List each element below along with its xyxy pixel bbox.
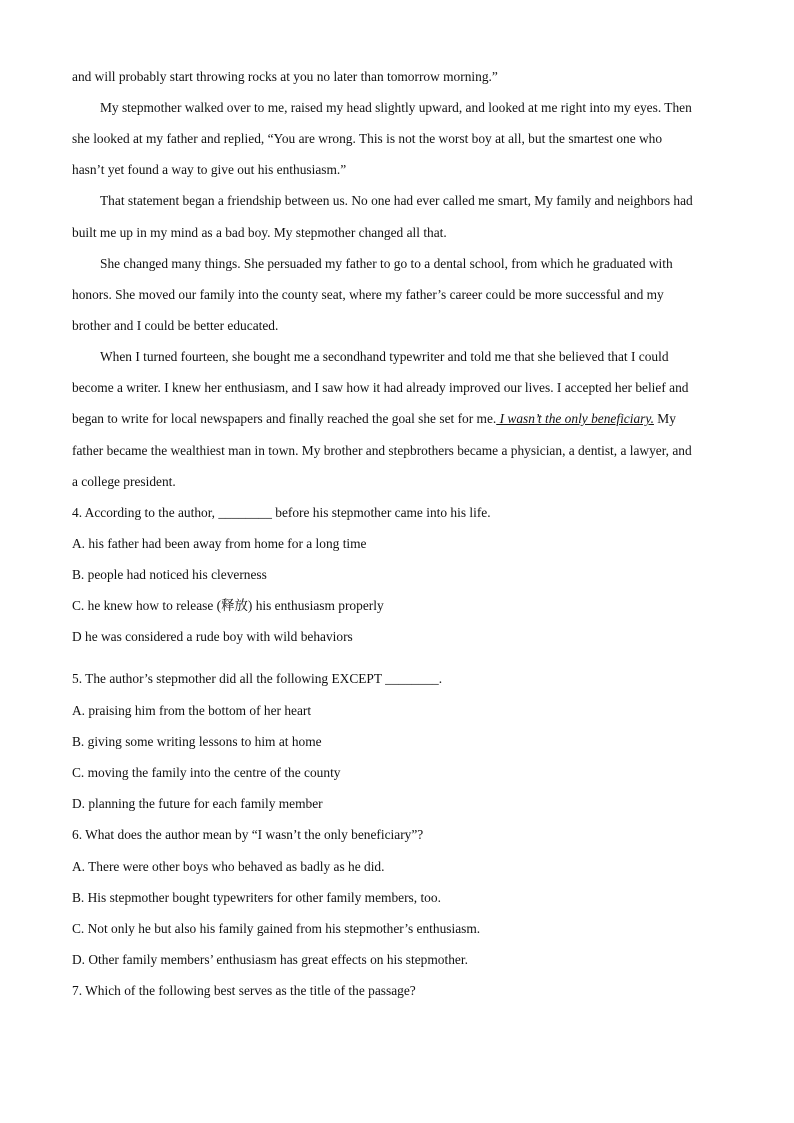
answer-option: D. Other family members’ enthusiasm has great effects on his stepmother.	[72, 952, 468, 967]
passage-line: She changed many things. She persuaded my father to go to a dental school, from which he graduated with	[100, 256, 673, 271]
answer-option: A. There were other boys who behaved as badly as he did.	[72, 859, 385, 874]
answer-option: B. giving some writing lessons to him at home	[72, 734, 322, 749]
passage-line: honors. She moved our family into the county seat, where my father’s career could be more successful and my	[72, 287, 664, 302]
answer-option: C. Not only he but also his family gained from his stepmother’s enthusiasm.	[72, 921, 481, 936]
question-stem: 4. According to the author, ________ before his stepmother came into his life.	[72, 505, 491, 520]
answer-option: A. praising him from the bottom of her heart	[72, 703, 312, 718]
answer-option: D he was considered a rude boy with wild behaviors	[72, 629, 353, 644]
answer-option: C. moving the family into the centre of the county	[72, 765, 341, 780]
passage-text: My	[653, 411, 676, 426]
answer-option: A. his father had been away from home for a long time	[72, 536, 367, 551]
passage-line	[72, 411, 732, 427]
passage-line: she looked at my father and replied, “You are wrong. This is not the worst boy at all, but the smartest one who	[72, 131, 663, 146]
passage-line: father became the wealthiest man in town. My brother and stepbrothers became a physician, a dentist, a lawyer, and	[72, 443, 692, 458]
passage-line: a college president.	[72, 474, 176, 489]
answer-option: C. he knew how to release (释放) his enthusiasm properly	[72, 598, 384, 613]
passage-line: My stepmother walked over to me, raised my head slightly upward, and looked at me right into my eyes. Then	[100, 100, 692, 115]
question-stem: 7. Which of the following best serves as the title of the passage?	[72, 983, 416, 998]
underlined-phrase: I wasn’t the only beneficiary.	[496, 411, 654, 426]
question-stem: 5. The author’s stepmother did all the following EXCEPT ________.	[72, 671, 443, 686]
passage-text: began to write for local newspapers and finally reached the goal she set for me.	[72, 411, 497, 426]
passage-line: and will probably start throwing rocks at you no later than tomorrow morning.”	[72, 69, 498, 84]
passage-line: brother and I could be better educated.	[72, 318, 279, 333]
answer-option: B. His stepmother bought typewriters for other family members, too.	[72, 890, 441, 905]
passage-line: When I turned fourteen, she bought me a secondhand typewriter and told me that she believed that I could	[100, 349, 669, 364]
passage-line: built me up in my mind as a bad boy. My stepmother changed all that.	[72, 225, 447, 240]
answer-option: B. people had noticed his cleverness	[72, 567, 267, 582]
passage-line: become a writer. I knew her enthusiasm, and I saw how it had already improved our lives. I accepted her belief and	[72, 380, 689, 395]
passage-line: That statement began a friendship between us. No one had ever called me smart, My family and neighbors had	[100, 193, 693, 208]
question-stem: 6. What does the author mean by “I wasn’t the only beneficiary”?	[72, 827, 424, 842]
answer-option: D. planning the future for each family member	[72, 796, 323, 811]
passage-line: hasn’t yet found a way to give out his enthusiasm.”	[72, 162, 347, 177]
